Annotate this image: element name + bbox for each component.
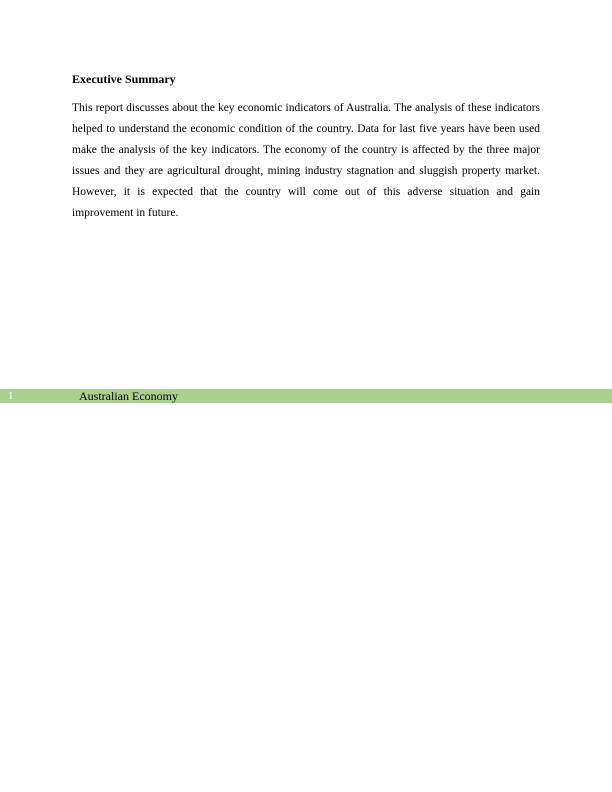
footer-title: Australian Economy xyxy=(79,389,178,403)
page-number: 1 xyxy=(8,390,14,402)
page-footer-bar xyxy=(0,389,612,403)
summary-paragraph: This report discusses about the key economic indicators of Australia. The analysis of these indicators helped to understand the economic condition of the country. Data for last five years have been used make the analysis of the key indicators. The economy of the country is affected by the three major issues and they are agricultural drought, mining industry stagnation and sluggish property market. However, it is expected that the country will come out of this adverse situation and gain improvement in future. xyxy=(72,102,540,219)
page-content xyxy=(72,70,540,224)
section-heading: Executive Summary xyxy=(72,72,176,86)
